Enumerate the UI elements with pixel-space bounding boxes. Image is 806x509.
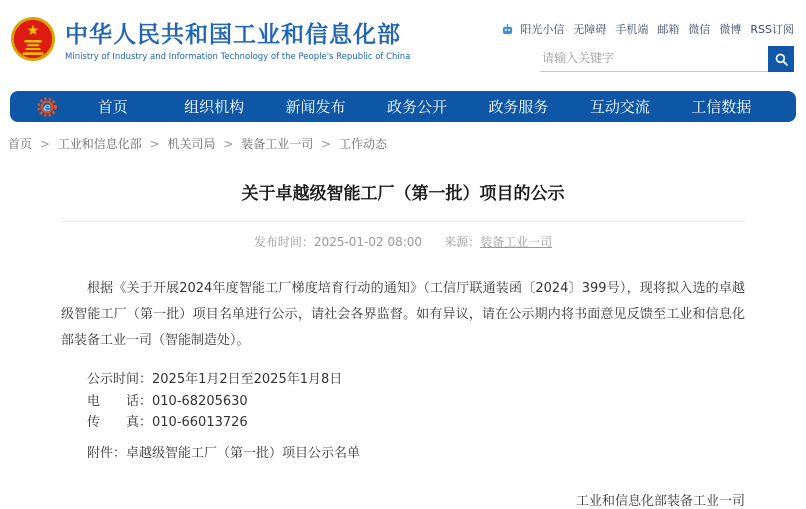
search-button[interactable]: [768, 46, 794, 72]
miit-gear-logo-icon: [36, 96, 58, 118]
phone-value: 010-68205630: [152, 393, 248, 409]
quick-link-wechat[interactable]: 微信: [688, 23, 711, 36]
quick-link-mobile[interactable]: 手机端: [615, 23, 649, 36]
brand-text: [65, 16, 410, 62]
assistant-robot-icon: [501, 23, 514, 36]
breadcrumb-separator: >: [321, 137, 332, 151]
breadcrumb-equipment-dept[interactable]: 装备工业一司: [241, 137, 314, 151]
national-emblem-icon: [10, 16, 56, 62]
detail-block: [61, 369, 745, 434]
fax-value: 010-66013726: [152, 415, 248, 430]
publicity-period-line: [61, 369, 745, 391]
fax-label: 传 真：: [87, 415, 153, 430]
main-nav: [10, 91, 796, 122]
breadcrumb-separator: >: [223, 137, 234, 151]
phone-label: 电 话：: [87, 393, 153, 409]
site-subtitle: Ministry of Industry and Information Technology of the People's Republic of China: [65, 52, 411, 62]
publicity-period-label: 公示时间：: [87, 372, 153, 387]
nav-item-interaction[interactable]: 互动交流: [589, 98, 650, 116]
article-title: 关于卓越级智能工厂（第一批）项目的公示: [241, 184, 565, 204]
breadcrumb-separator: >: [149, 137, 160, 151]
quick-link-assistant[interactable]: 阳光小信: [520, 23, 565, 36]
article: [61, 179, 745, 509]
breadcrumb-departments[interactable]: 机关司局: [167, 137, 216, 151]
article-signature: 工业和信息化部装备工业一司: [575, 494, 745, 509]
attachment-line: [61, 443, 745, 465]
breadcrumb-home[interactable]: 首页: [8, 137, 33, 151]
breadcrumb-current: 工作动态: [338, 137, 387, 151]
source-link[interactable]: 装备工业一司: [480, 235, 553, 249]
fax-line: [61, 412, 745, 434]
breadcrumb-separator: >: [39, 137, 50, 151]
publicity-period-value: 2025年1月2日至2025年1月8日: [152, 372, 343, 387]
svg-text:e: e: [42, 99, 52, 114]
publish-time-label: 发布时间：: [253, 235, 314, 249]
quick-links: [501, 21, 794, 37]
nav-item-gov-disclosure[interactable]: 政务公开: [386, 98, 447, 116]
publish-time: 2025-01-02 08:00: [313, 235, 423, 249]
search-input[interactable]: [540, 46, 768, 72]
quick-link-accessibility[interactable]: 无障碍: [573, 23, 607, 36]
title-divider: [61, 221, 745, 222]
article-paragraph: 根据《关于开展2024年度智能工厂梯度培育行动的通知》（工信厅联通装函〔2024〕399号），现将拟入选的卓越级智能工厂（第一批）项目名单进行公示，请社会各界监督。如有异议，请在公示期内将书面意见反馈至工业和信息化部装备工业一司（智能制造处）。: [61, 281, 745, 348]
search-bar: [540, 46, 794, 72]
quick-link-rss[interactable]: RSS订阅: [750, 23, 794, 36]
nav-item-news[interactable]: 新闻发布: [285, 98, 346, 116]
search-icon: [774, 52, 789, 67]
quick-link-weibo[interactable]: 微博: [719, 23, 742, 36]
phone-line: [61, 391, 745, 413]
site-title: 中华人民共和国工业和信息化部: [65, 22, 401, 48]
breadcrumb-miit[interactable]: 工业和信息化部: [57, 137, 142, 151]
nav-item-organization[interactable]: 组织机构: [184, 98, 245, 116]
quick-link-mail[interactable]: 邮箱: [657, 23, 680, 36]
attachment-label: 附件：: [87, 445, 127, 461]
site-brand[interactable]: [10, 16, 410, 62]
nav-item-gov-services[interactable]: 政务服务: [488, 98, 549, 116]
site-header: [0, 0, 806, 91]
attachment-link[interactable]: 卓越级智能工厂（第一批）项目公示名单: [126, 445, 361, 461]
nav-item-home[interactable]: 首页: [97, 98, 128, 116]
breadcrumb: [8, 135, 806, 152]
nav-item-data[interactable]: 工信数据: [691, 98, 752, 116]
source-label: 来源：: [444, 235, 481, 249]
article-meta: [61, 233, 745, 250]
